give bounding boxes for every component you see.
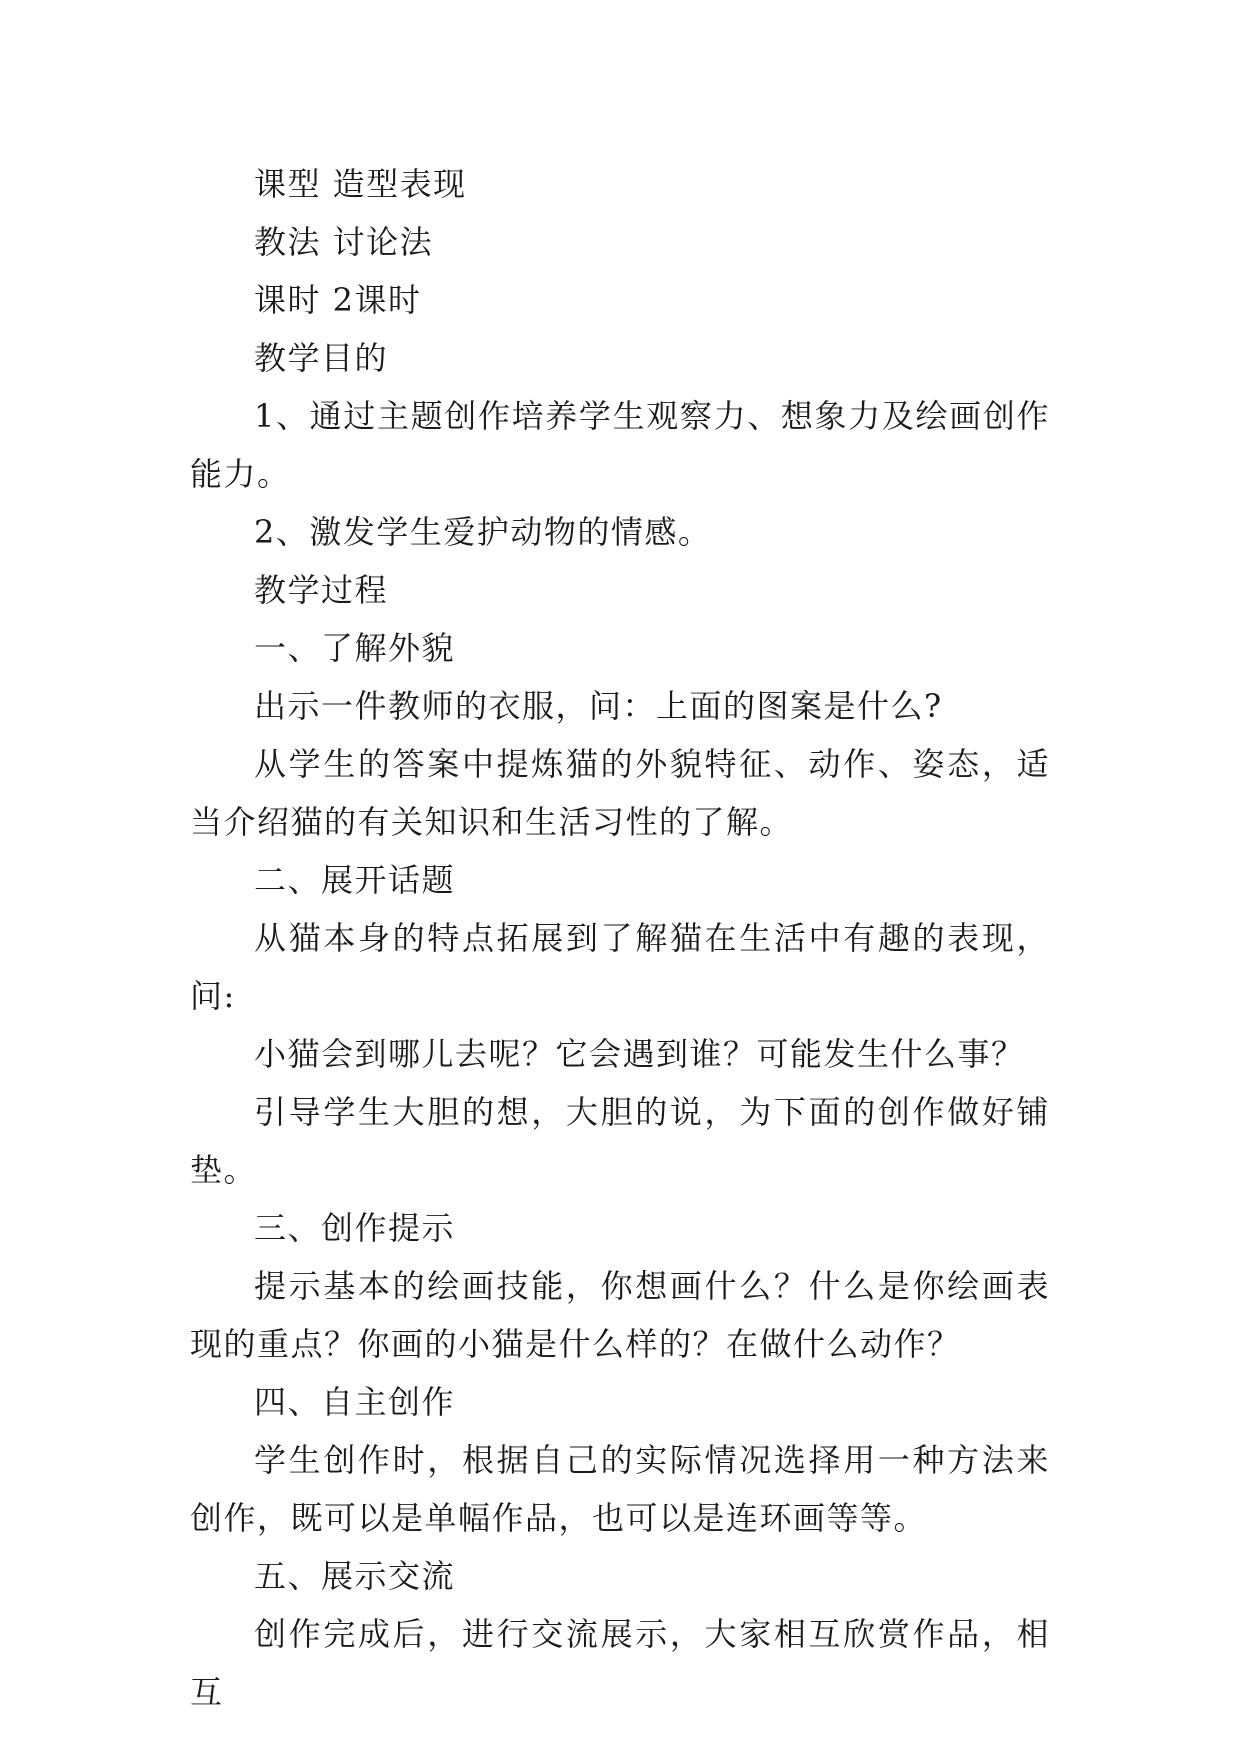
paragraph-step-1-b: 从学生的答案中提炼猫的外貌特征、动作、姿态，适当介绍猫的有关知识和生活习性的了解。 xyxy=(190,745,1050,841)
paragraph-step-5-a: 创作完成后，进行交流展示，大家相互欣赏作品，相互 xyxy=(190,1615,1050,1711)
heading-teaching-objectives: 教学目的 xyxy=(254,339,389,377)
paragraph-objective-1: 1、通过主题创作培养学生观察力、想象力及绘画创作能力。 xyxy=(190,397,1050,493)
heading-step-5: 五、展示交流 xyxy=(254,1557,456,1595)
paragraph-step-3-a: 提示基本的绘画技能，你想画什么？什么是你绘画表现的重点？你画的小猫是什么样的？在做什么动作？ xyxy=(190,1267,1050,1363)
heading-teaching-process: 教学过程 xyxy=(254,571,389,609)
heading-step-2: 二、展开话题 xyxy=(254,861,456,899)
paragraph-step-2-a: 从猫本身的特点拓展到了解猫在生活中有趣的表现，问: xyxy=(190,919,1050,1015)
document-body xyxy=(190,155,1050,1721)
paragraph-step-2-b: 小猫会到哪儿去呢？它会遇到谁？可能发生什么事？ xyxy=(254,1035,1025,1073)
paragraph-teaching-method: 教法 讨论法 xyxy=(254,223,434,261)
paragraph-lesson-type: 课型 造型表现 xyxy=(254,165,467,203)
heading-step-1: 一、了解外貌 xyxy=(254,629,456,667)
paragraph-objective-2: 2、激发学生爱护动物的情感。 xyxy=(254,513,712,551)
paragraph-class-hours: 课时 2课时 xyxy=(254,281,422,319)
paragraph-step-4-a: 学生创作时，根据自己的实际情况选择用一种方法来创作，既可以是单幅作品，也可以是连环画等等。 xyxy=(190,1441,1050,1537)
paragraph-step-2-c: 引导学生大胆的想，大胆的说，为下面的创作做好铺垫。 xyxy=(190,1093,1050,1189)
heading-step-3: 三、创作提示 xyxy=(254,1209,456,1247)
heading-step-4: 四、自主创作 xyxy=(254,1383,456,1421)
paragraph-step-1-a: 出示一件教师的衣服，问：上面的图案是什么? xyxy=(254,687,943,725)
